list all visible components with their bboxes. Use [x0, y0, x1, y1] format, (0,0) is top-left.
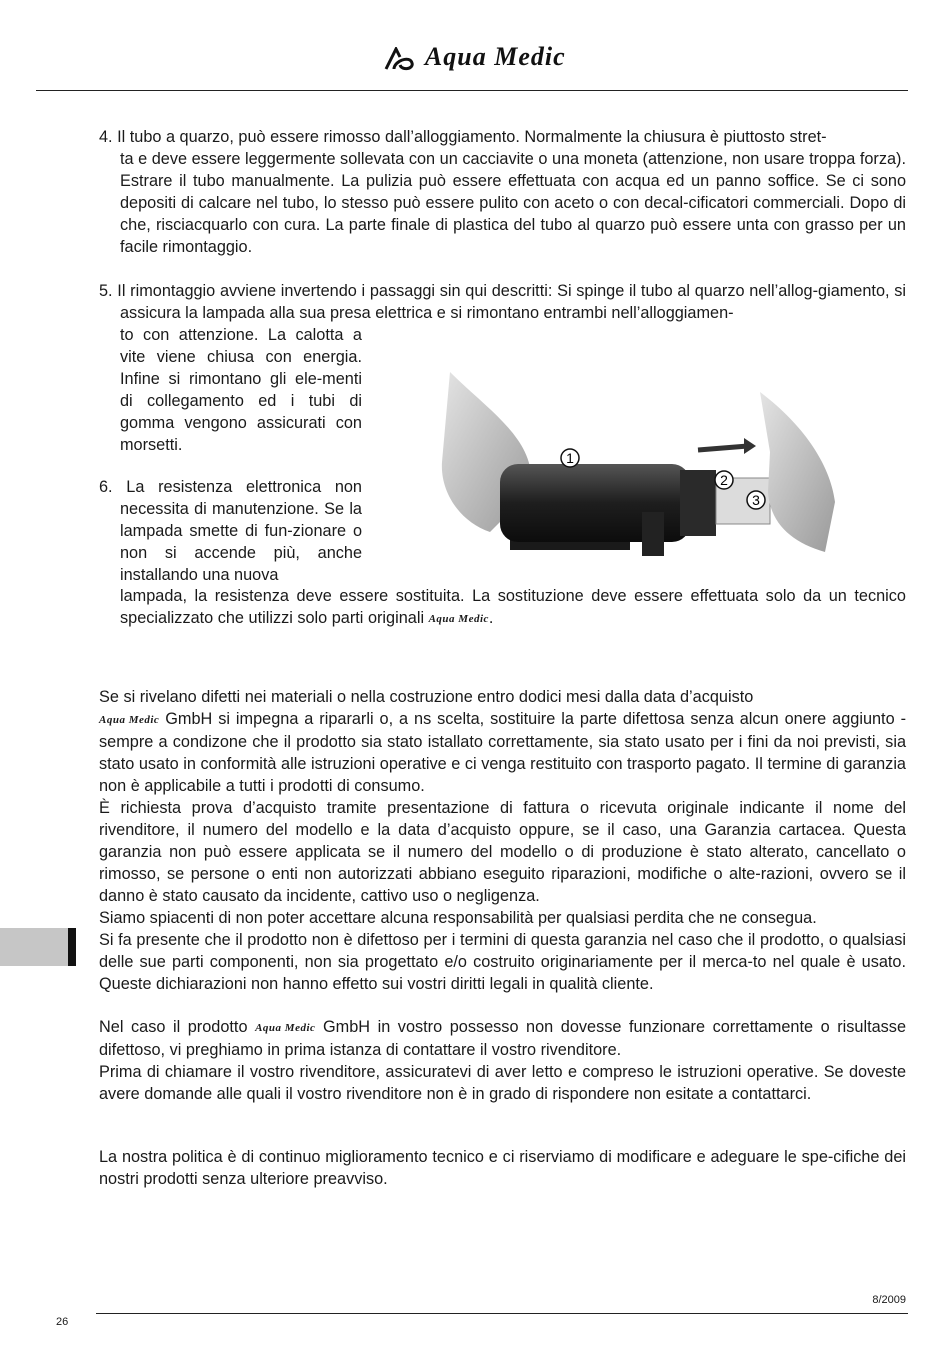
support-p1-start: Nel caso il prodotto	[99, 1018, 248, 1036]
direction-arrow-icon	[698, 446, 748, 450]
step-4-body: ta e deve essere leggermente sollevata con un cacciavite o una moneta (attenzione, non usare troppa forza). Estrare il tubo manualmente. La pulizia può essere effettuata con acqua ed un panno soffice. Se ci sono depositi di calcare nel tubo, lo stesso può essere pulito con aceto o con decal-cificatori commerciali. Dopo di che, risciacquarlo con cura. La parte finale di plastica del tubo al quarzo può essere unta con grasso per un facile rimontaggio.	[120, 150, 906, 256]
step-4	[99, 126, 906, 258]
policy-paragraph: La nostra politica è di continuo miglioramento tecnico e ci riserviamo di modificare e adeguare le spe-cifiche dei nostri prodotti senza ulteriore preavviso.	[99, 1148, 906, 1188]
aqua-medic-logo-icon	[384, 47, 418, 71]
section-tab	[0, 928, 68, 966]
footer-rule	[96, 1313, 908, 1314]
document-date: 8/2009	[872, 1294, 906, 1306]
warranty-p3: Siamo spiacenti di non poter accettare alcuna responsabilità per qualsiasi perdita che ne consegua.	[99, 909, 817, 927]
header-rule	[36, 90, 908, 91]
callout-3: 3	[752, 492, 760, 508]
warranty-p4: Si fa presente che il prodotto non è difettoso per i termini di questa garanzia nel caso che il prodotto, o qualsiasi delle sue parti componenti, non sia progettato e/o costruito originariamente per il merca-to nel quale è usato. Queste dichiarazioni non hanno effetto sui vostri diritti legali in qualità cliente.	[99, 931, 906, 993]
warranty-brand-name: Aqua Medic	[99, 714, 160, 726]
page-number: 26	[56, 1316, 69, 1328]
lamp-connector	[642, 512, 664, 556]
warranty-p2: È richiesta prova d’acquisto tramite presentazione di fattura o ricevuta originale indicante il nome del rivenditore, il numero del modello e la data d’acquisto oppure, se il caso, una Garanzia cartacea. Questa garanzia non può essere applicata se il numero del modello o di produzione è stato alterato, cancellato o rimosso, se persone o enti non autorizzati abbiano eseguito riparazioni, modifiche o alte-razioni, ovvero se il danno è stato causato da incidente, cattivo uso o negligenza.	[99, 799, 906, 905]
step-5-continued: to con attenzione. La calotta a vite viene chiusa con energia. Infine si rimontano gli ele-menti di collegamento ed i tubi di gomma vengono assicurati con morsetti.	[120, 326, 362, 454]
warranty-brand-logo	[99, 709, 159, 731]
step-5-text: 5. Il rimontaggio avviene invertendo i passaggi sin qui descritti: Si spinge il tubo al quarzo nell’allog-giamento, si assicura la lampada alla sua presa elettrica e si rimontano entrambi nell’alloggiamen-	[99, 282, 906, 322]
support-brand-logo	[255, 1017, 315, 1039]
warranty-section	[99, 686, 906, 995]
brand-name: Aqua Medic	[424, 42, 566, 71]
section-marker	[68, 928, 76, 966]
right-hand	[760, 392, 835, 552]
step-6-wide: lampada, la resistenza deve essere sostituita. La sostituzione deve essere effettuata solo da un tecnico specializzato che utilizzi solo parti originali Aqua Medic.	[99, 585, 906, 630]
inline-brand-logo	[429, 608, 489, 630]
step-4-line1: 4. Il tubo a quarzo, può essere rimosso dall’alloggiamento. Normalmente la chiusura è piuttosto stret-	[99, 128, 827, 146]
warranty-p1	[99, 686, 906, 797]
step-6-continued: lampada, la resistenza deve essere sostituita. La sostituzione deve essere effettuata solo da un tecnico specializzato che utilizzi solo parti originali	[120, 587, 906, 627]
inline-brand-name: Aqua Medic	[428, 613, 489, 625]
step-5-narrow	[99, 324, 362, 456]
lamp-assembly-illustration	[430, 352, 850, 572]
support-p1-rest: GmbH in vostro possesso non dovesse funzionare correttamente o risultasse difettoso, vi preghiamo in prima istanza di contattare il vostro rivenditore.	[99, 1018, 906, 1059]
warranty-p1-rest: GmbH si impegna a ripararli o, a ns scelta, sostituire la parte difettosa senza alcun onere aggiunto - sempre a condizone che il prodotto sia stato istallato correttamente, sia stato usato per i fini da noi previsti, sia stato usato in conformità alle istruzioni operative e ci venga restituito con trasporto pagato. Il termine di garanzia non è applicabile a tutti i prodotti di consumo.	[99, 710, 906, 795]
support-p1	[99, 1016, 906, 1061]
step-6-narrow	[99, 476, 362, 586]
arrow-head-icon	[744, 438, 756, 454]
callout-2: 2	[720, 472, 728, 488]
lamp-collar	[680, 470, 716, 536]
support-brand-name: Aqua Medic	[255, 1022, 316, 1034]
support-section	[99, 1016, 906, 1105]
callout-1: 1	[566, 450, 574, 466]
step-5-wide	[99, 280, 906, 324]
step-6-text: 6. La resistenza elettronica non necessita di manutenzione. Se la lampada smette di fun-zionare o non si accende più, anche installando una nuova	[99, 478, 362, 584]
warranty-p1-start: Se si rivelano difetti nei materiali o nella costruzione entro dodici mesi dalla data d’acquisto	[99, 688, 754, 706]
brand-logo	[0, 42, 950, 72]
support-p2: Prima di chiamare il vostro rivenditore, assicuratevi di aver letto e compreso le istruzioni operative. Se doveste avere domande alle quali il vostro rivenditore non è in grado di rispondere non esitate a contattarci.	[99, 1063, 906, 1103]
